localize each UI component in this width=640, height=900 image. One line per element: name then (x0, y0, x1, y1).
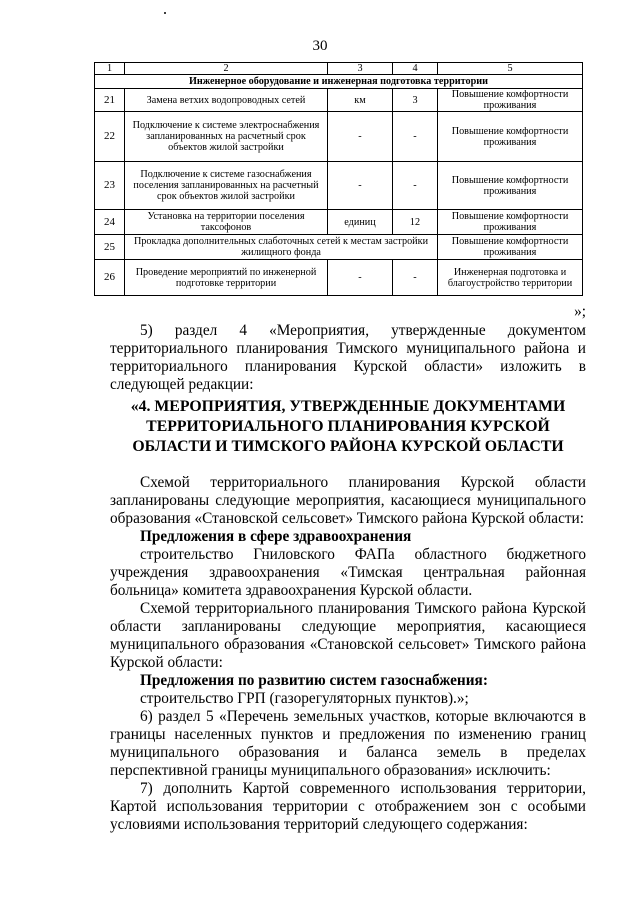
body-content (110, 474, 586, 834)
header-cell: 1 (95, 63, 125, 75)
paragraph: строительство Гниловского ФАПа областного бюджетного учреждения здравоохранения «Тимская центральная районная больница» комитета здравоохранения Курской области. (110, 546, 586, 599)
row-number: 25 (95, 235, 125, 260)
row-unit: - (328, 112, 393, 162)
row-result: Повышение комфортности проживания (438, 89, 583, 112)
item-5-first-line: 5) раздел 4 «Мероприятия, утвержденные документом (140, 322, 586, 339)
section-title: Инженерное оборудование и инженерная подготовка территории (95, 75, 583, 89)
header-cell: 5 (438, 63, 583, 75)
row-result: Повышение комфортности проживания (438, 162, 583, 210)
item-5-text: территориального планирования Тимского муниципального района и территориального планирования Курской области» изложить в следующей редакции: (110, 340, 586, 393)
row-quantity: 12 (393, 210, 438, 235)
table-row (95, 89, 583, 112)
row-number: 23 (95, 162, 125, 210)
row-name: Замена ветхих водопроводных сетей (125, 89, 328, 112)
table-row (95, 112, 583, 162)
row-unit: единиц (328, 210, 393, 235)
header-cell: 2 (125, 63, 328, 75)
item-5 (110, 322, 586, 394)
row-quantity: - (393, 260, 438, 296)
table-section-row (95, 75, 583, 89)
row-result: Повышение комфортности проживания (438, 112, 583, 162)
header-cell: 3 (328, 63, 393, 75)
measures-table (94, 62, 583, 296)
row-result: Инженерная подготовка и благоустройство территории (438, 260, 583, 296)
row-unit: - (328, 162, 393, 210)
scan-speck (164, 12, 166, 14)
row-name: Проведение мероприятий по инженерной подготовке территории (125, 260, 328, 296)
row-number: 22 (95, 112, 125, 162)
row-name: Подключение к системе электроснабжения запланированных на расчетный срок объектов жилой застройки (125, 112, 328, 162)
row-result: Повышение комфортности проживания (438, 235, 583, 260)
quote-close: »; (574, 303, 586, 320)
paragraph: Схемой территориального планирования Курской области запланированы следующие мероприятия, касающиеся муниципального образования «Становской сельсовет» Тимского района Курской области: (110, 474, 586, 527)
row-quantity: - (393, 162, 438, 210)
header-cell: 4 (393, 63, 438, 75)
health-subtitle: Предложения в сфере здравоохранения (140, 528, 412, 545)
row-number: 21 (95, 89, 125, 112)
row-unit: - (328, 260, 393, 296)
item-6: 6) раздел 5 «Перечень земельных участков, которые включаются в границы населенных пунктов и предложения по изменению границ муниципального образования и баланса земель в пределах перспективной границы муниципального образования» исключить: (110, 708, 586, 779)
row-result: Повышение комфортности проживания (438, 210, 583, 235)
row-quantity: 3 (393, 89, 438, 112)
row-quantity: - (393, 112, 438, 162)
table-row (95, 210, 583, 235)
row-name: Подключение к системе газоснабжения поселения запланированных на расчетный срок объектов жилой застройки (125, 162, 328, 210)
table-row (95, 260, 583, 296)
section-heading: «4. МЕРОПРИЯТИЯ, УТВЕРЖДЕННЫЕ ДОКУМЕНТАМИ ТЕРРИТОРИАЛЬНОГО ПЛАНИРОВАНИЯ КУРСКОЙ ОБЛАСТИ И ТИМСКОГО РАЙОНА КУРСКОЙ ОБЛАСТИ (130, 398, 566, 455)
table-header-row (95, 63, 583, 75)
row-number: 24 (95, 210, 125, 235)
paragraph: Схемой территориального планирования Тимского района Курской области запланированы следующие мероприятия, касающиеся муниципального образования «Становской сельсовет» Тимского района Курской области: (110, 600, 586, 671)
page-number: 30 (312, 38, 328, 54)
gas-subtitle: Предложения по развитию систем газоснабжения: (140, 672, 488, 689)
table-row (95, 235, 583, 260)
row-name: Установка на территории поселения таксофонов (125, 210, 328, 235)
row-unit: км (328, 89, 393, 112)
row-name: Прокладка дополнительных слаботочных сетей к местам застройки жилищного фонда (125, 235, 438, 260)
paragraph: строительство ГРП (газорегуляторных пунктов).»; (140, 690, 469, 707)
item-7: 7) дополнить Картой современного использования территории, Картой использования территории с отображением зон с особыми условиями использования территорий следующего содержания: (110, 780, 586, 833)
row-number: 26 (95, 260, 125, 296)
table-row (95, 162, 583, 210)
